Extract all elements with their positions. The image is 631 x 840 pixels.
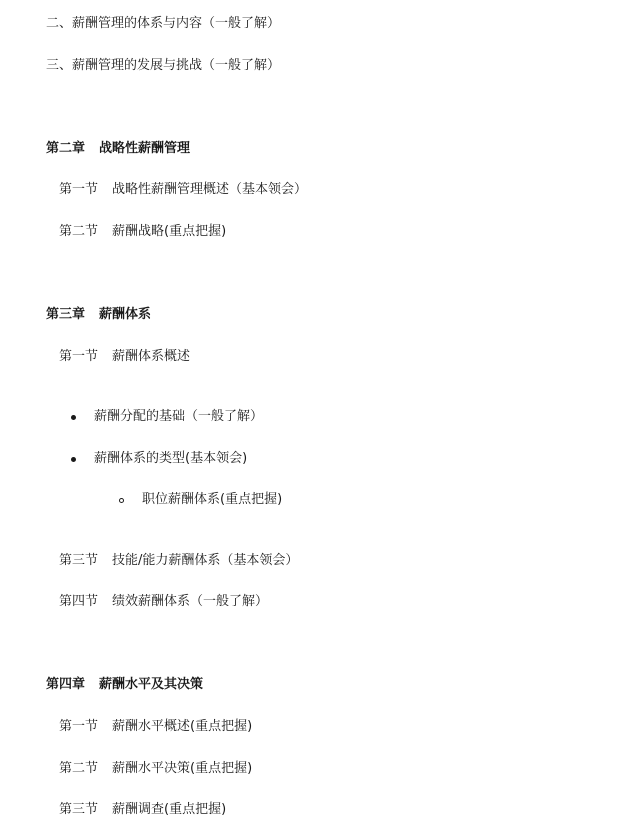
section-number: 第一节 [59, 182, 99, 197]
section-number: 第二节 [59, 761, 99, 776]
chapter-title: 战略性薪酬管理 [99, 141, 191, 156]
bullet-dot-icon [71, 415, 76, 420]
section-item [59, 181, 307, 199]
section-title: 薪酬调查(重点把握) [112, 802, 227, 817]
section-title: 薪酬体系概述 [112, 349, 191, 364]
chapter-heading [46, 676, 203, 694]
section-item [59, 801, 226, 819]
section-title: 薪酬战略(重点把握) [112, 224, 227, 239]
section-item [59, 760, 252, 778]
section-item [59, 552, 298, 570]
chapter-number: 第二章 [46, 141, 86, 156]
chapter-number: 第四章 [46, 677, 86, 692]
section-item [59, 348, 190, 366]
section-number: 第四节 [59, 594, 99, 609]
outline-item: 二、薪酬管理的体系与内容（一般了解） [46, 16, 281, 31]
chapter-title: 薪酬水平及其决策 [99, 677, 204, 692]
bullet-dot-icon [71, 457, 76, 462]
chapter-heading [46, 140, 190, 158]
list-item: 薪酬体系的类型(基本领会) [94, 451, 248, 466]
section-title: 战略性薪酬管理概述（基本领会） [112, 182, 308, 197]
chapter-heading [46, 306, 151, 324]
section-item [59, 223, 226, 241]
bullet-circle-icon [119, 498, 124, 503]
section-number: 第三节 [59, 553, 99, 568]
section-title: 薪酬水平决策(重点把握) [112, 761, 253, 776]
section-title: 薪酬水平概述(重点把握) [112, 719, 253, 734]
chapter-title: 薪酬体系 [99, 307, 152, 322]
section-number: 第一节 [59, 719, 99, 734]
section-title: 绩效薪酬体系（一般了解） [112, 594, 269, 609]
section-number: 第三节 [59, 802, 99, 817]
sub-list-item: 职位薪酬体系(重点把握) [142, 492, 283, 507]
chapter-number: 第三章 [46, 307, 86, 322]
section-number: 第一节 [59, 349, 99, 364]
outline-item: 三、薪酬管理的发展与挑战（一般了解） [46, 58, 281, 73]
section-item [59, 718, 252, 736]
section-title: 技能/能力薪酬体系（基本领会） [112, 553, 299, 568]
section-item [59, 593, 268, 611]
list-item: 薪酬分配的基础（一般了解） [94, 409, 264, 424]
section-number: 第二节 [59, 224, 99, 239]
